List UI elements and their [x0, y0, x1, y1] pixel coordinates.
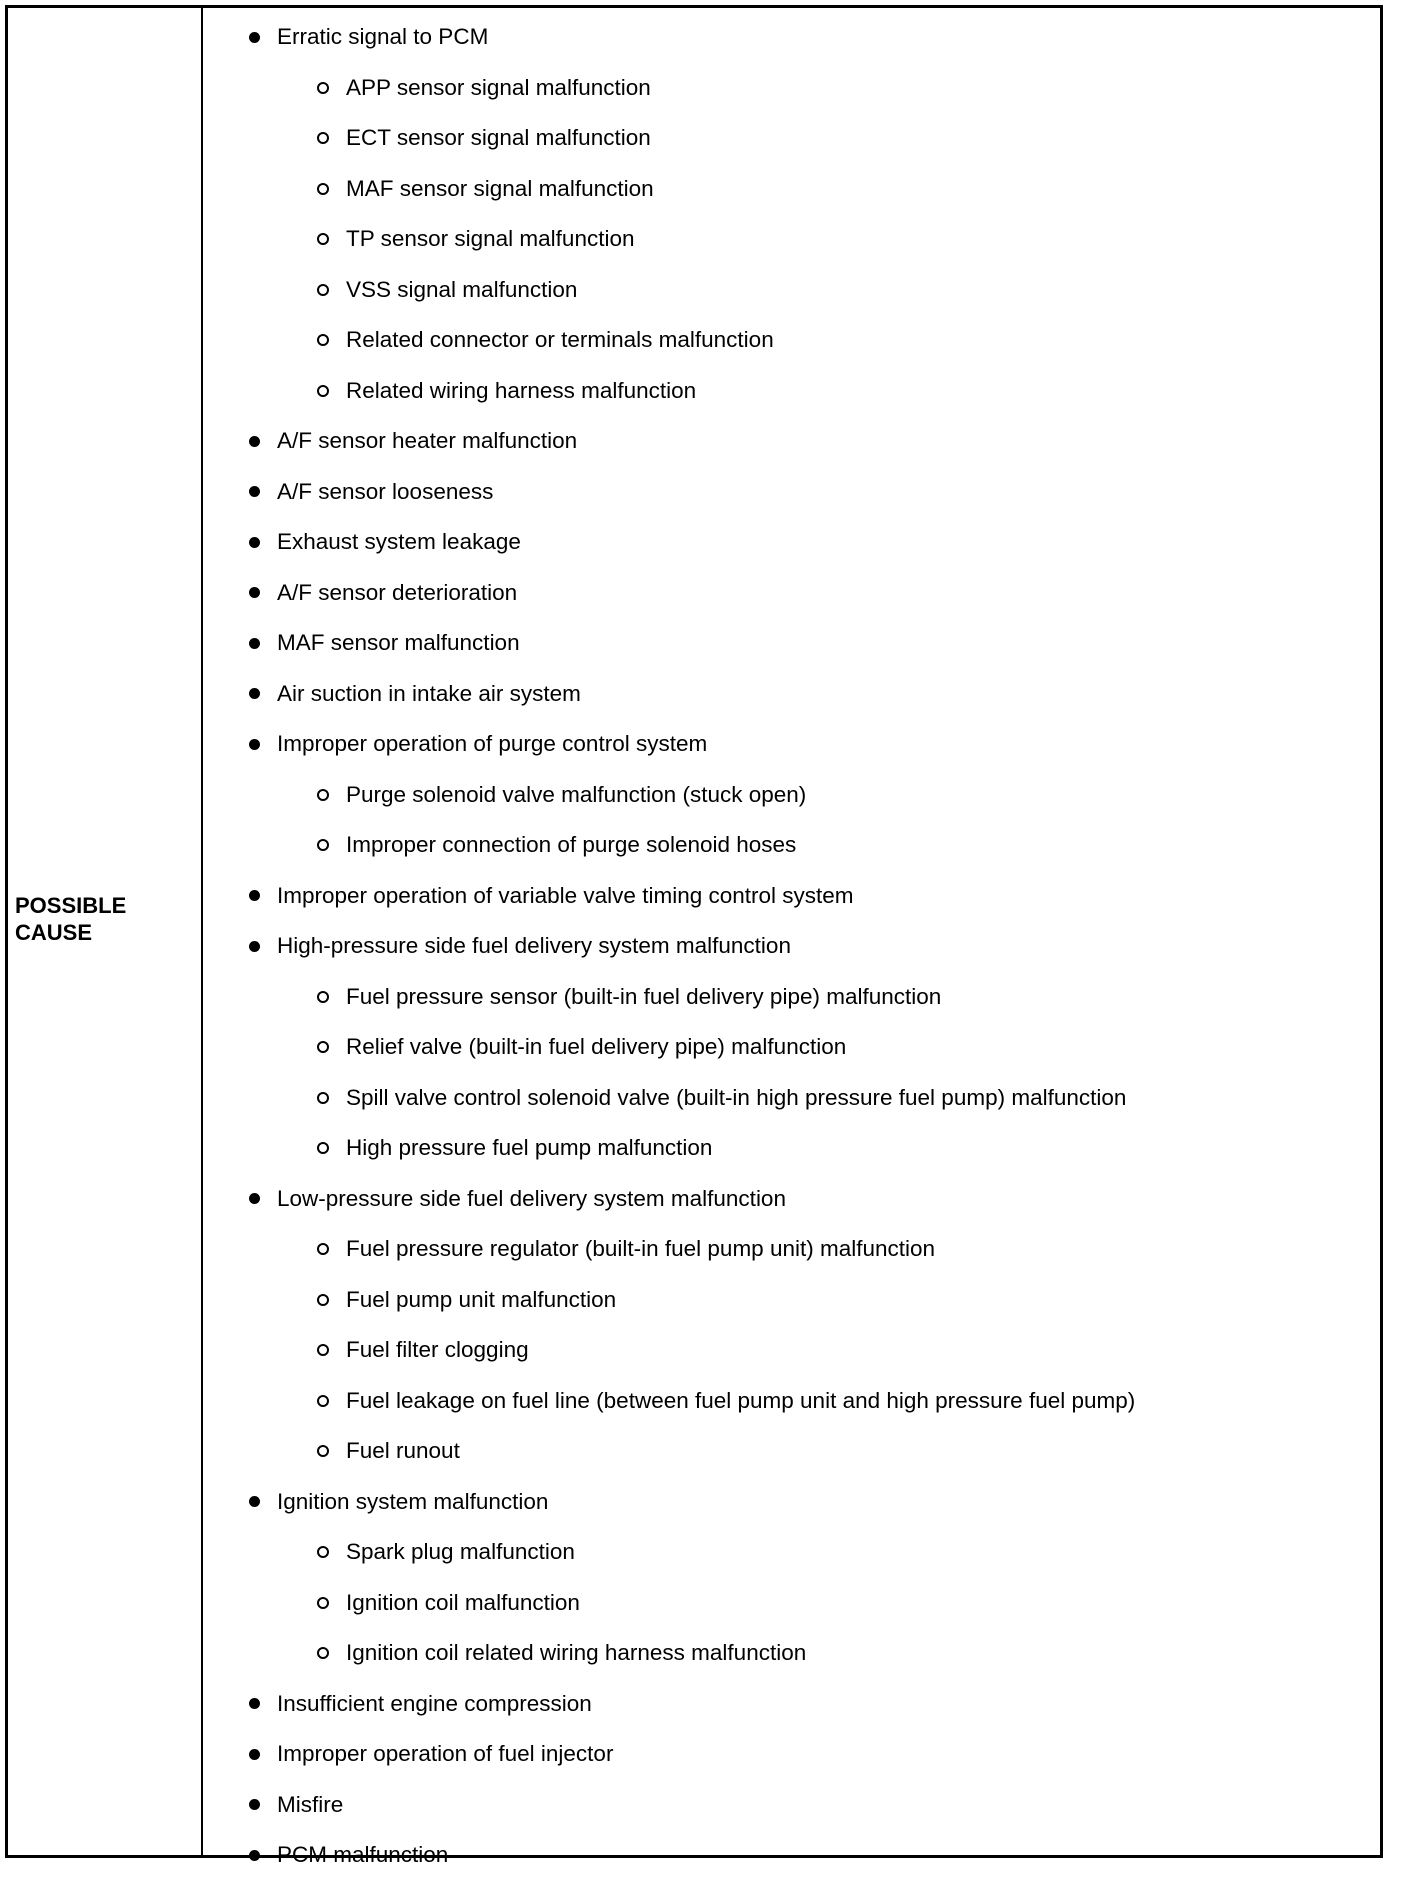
- hollow-bullet-icon: [317, 1344, 329, 1356]
- cause-subitem: [203, 315, 1380, 366]
- cause-text: Ignition system malfunction: [277, 1488, 549, 1514]
- cause-subitem: [203, 63, 1380, 114]
- cause-item: [203, 669, 1380, 720]
- hollow-bullet-icon: [317, 1243, 329, 1255]
- filled-bullet-icon: [249, 739, 260, 750]
- cause-item: [203, 1729, 1380, 1780]
- filled-bullet-icon: [249, 1850, 260, 1861]
- cause-item: [203, 517, 1380, 568]
- cause-text: Related wiring harness malfunction: [346, 377, 697, 403]
- cause-text: Ignition coil malfunction: [346, 1589, 580, 1615]
- hollow-bullet-icon: [317, 991, 329, 1003]
- filled-bullet-icon: [249, 638, 260, 649]
- cause-text: Relief valve (built-in fuel delivery pipe) malfunction: [346, 1034, 847, 1060]
- cause-text: High pressure fuel pump malfunction: [346, 1135, 713, 1161]
- cause-text: Improper operation of fuel injector: [277, 1741, 614, 1767]
- cause-subitem: [203, 972, 1380, 1023]
- cause-item: [203, 1679, 1380, 1730]
- cause-item: [203, 871, 1380, 922]
- cause-text: A/F sensor looseness: [277, 478, 494, 504]
- cause-text: Fuel leakage on fuel line (between fuel pump unit and high pressure fuel pump): [346, 1387, 1136, 1413]
- cause-subitem: [203, 214, 1380, 265]
- cause-item: [203, 416, 1380, 467]
- hollow-bullet-icon: [317, 1142, 329, 1154]
- cause-subitem: [203, 1527, 1380, 1578]
- cause-item: [203, 719, 1380, 770]
- filled-bullet-icon: [249, 890, 260, 901]
- cause-text: Insufficient engine compression: [277, 1690, 592, 1716]
- hollow-bullet-icon: [317, 1092, 329, 1104]
- cause-text: ECT sensor signal malfunction: [346, 125, 651, 151]
- filled-bullet-icon: [249, 1698, 260, 1709]
- cause-item: [203, 1174, 1380, 1225]
- cause-subitem: [203, 265, 1380, 316]
- hollow-bullet-icon: [317, 284, 329, 296]
- hollow-bullet-icon: [317, 82, 329, 94]
- cause-text: Improper operation of purge control system: [277, 731, 708, 757]
- cause-text: PCM malfunction: [277, 1842, 449, 1868]
- cause-text: Improper connection of purge solenoid hoses: [346, 832, 797, 858]
- filled-bullet-icon: [249, 1749, 260, 1760]
- cause-text: Misfire: [277, 1791, 344, 1817]
- cause-subitem: [203, 1073, 1380, 1124]
- cause-subitem: [203, 1123, 1380, 1174]
- hollow-bullet-icon: [317, 789, 329, 801]
- cause-item: [203, 1780, 1380, 1831]
- cause-text: Purge solenoid valve malfunction (stuck open): [346, 781, 807, 807]
- cause-text: High-pressure side fuel delivery system malfunction: [277, 933, 791, 959]
- cause-item: [203, 1830, 1380, 1881]
- cause-subitem: [203, 770, 1380, 821]
- cause-text: Fuel filter clogging: [346, 1337, 529, 1363]
- cause-text: Spark plug malfunction: [346, 1539, 575, 1565]
- hollow-bullet-icon: [317, 183, 329, 195]
- filled-bullet-icon: [249, 436, 260, 447]
- hollow-bullet-icon: [317, 1445, 329, 1457]
- cause-item: [203, 568, 1380, 619]
- filled-bullet-icon: [249, 941, 260, 952]
- cause-text: Ignition coil related wiring harness malfunction: [346, 1640, 807, 1666]
- hollow-bullet-icon: [317, 1647, 329, 1659]
- hollow-bullet-icon: [317, 233, 329, 245]
- hollow-bullet-icon: [317, 385, 329, 397]
- possible-cause-label: POSSIBLE CAUSE: [15, 892, 127, 945]
- cause-subitem: [203, 113, 1380, 164]
- possible-cause-table: [5, 5, 1383, 1868]
- filled-bullet-icon: [249, 537, 260, 548]
- cause-item: [203, 1477, 1380, 1528]
- cause-text: Erratic signal to PCM: [277, 24, 489, 50]
- cause-text: Spill valve control solenoid valve (built-in high pressure fuel pump) malfunction: [346, 1084, 1127, 1110]
- cause-subitem: [203, 820, 1380, 871]
- cause-subitem: [203, 1325, 1380, 1376]
- cause-item: [203, 467, 1380, 518]
- filled-bullet-icon: [249, 688, 260, 699]
- cause-subitem: [203, 164, 1380, 215]
- cause-text: TP sensor signal malfunction: [346, 226, 635, 252]
- cause-text: MAF sensor signal malfunction: [346, 175, 654, 201]
- cause-subitem: [203, 366, 1380, 417]
- filled-bullet-icon: [249, 1799, 260, 1810]
- filled-bullet-icon: [249, 587, 260, 598]
- cause-text: A/F sensor deterioration: [277, 579, 518, 605]
- filled-bullet-icon: [249, 1496, 260, 1507]
- cause-item: [203, 12, 1380, 63]
- hollow-bullet-icon: [317, 1546, 329, 1558]
- filled-bullet-icon: [249, 1193, 260, 1204]
- hollow-bullet-icon: [317, 1294, 329, 1306]
- filled-bullet-icon: [249, 486, 260, 497]
- label-cell: [8, 8, 203, 1855]
- cause-item: [203, 618, 1380, 669]
- cause-text: MAF sensor malfunction: [277, 630, 520, 656]
- cause-list: [203, 8, 1380, 1868]
- hollow-bullet-icon: [317, 1597, 329, 1609]
- hollow-bullet-icon: [317, 1041, 329, 1053]
- cause-text: Fuel pressure regulator (built-in fuel pump unit) malfunction: [346, 1236, 936, 1262]
- cause-subitem: [203, 1022, 1380, 1073]
- cause-text: Fuel pump unit malfunction: [346, 1286, 617, 1312]
- cause-item: [203, 921, 1380, 972]
- cause-subitem: [203, 1426, 1380, 1477]
- filled-bullet-icon: [249, 32, 260, 43]
- cause-subitem: [203, 1628, 1380, 1679]
- cause-text: Fuel runout: [346, 1438, 460, 1464]
- cause-subitem: [203, 1578, 1380, 1629]
- hollow-bullet-icon: [317, 334, 329, 346]
- cause-text: VSS signal malfunction: [346, 276, 578, 302]
- cause-text: A/F sensor heater malfunction: [277, 428, 578, 454]
- cause-subitem: [203, 1275, 1380, 1326]
- hollow-bullet-icon: [317, 1395, 329, 1407]
- cause-text: Improper operation of variable valve timing control system: [277, 882, 854, 908]
- cause-text: APP sensor signal malfunction: [346, 74, 651, 100]
- cause-subitem: [203, 1224, 1380, 1275]
- hollow-bullet-icon: [317, 839, 329, 851]
- cause-subitem: [203, 1376, 1380, 1427]
- cause-text: Fuel pressure sensor (built-in fuel delivery pipe) malfunction: [346, 983, 942, 1009]
- cause-text: Air suction in intake air system: [277, 680, 581, 706]
- cause-text: Low-pressure side fuel delivery system malfunction: [277, 1185, 786, 1211]
- cause-text: Exhaust system leakage: [277, 529, 521, 555]
- hollow-bullet-icon: [317, 132, 329, 144]
- cause-text: Related connector or terminals malfunction: [346, 327, 774, 353]
